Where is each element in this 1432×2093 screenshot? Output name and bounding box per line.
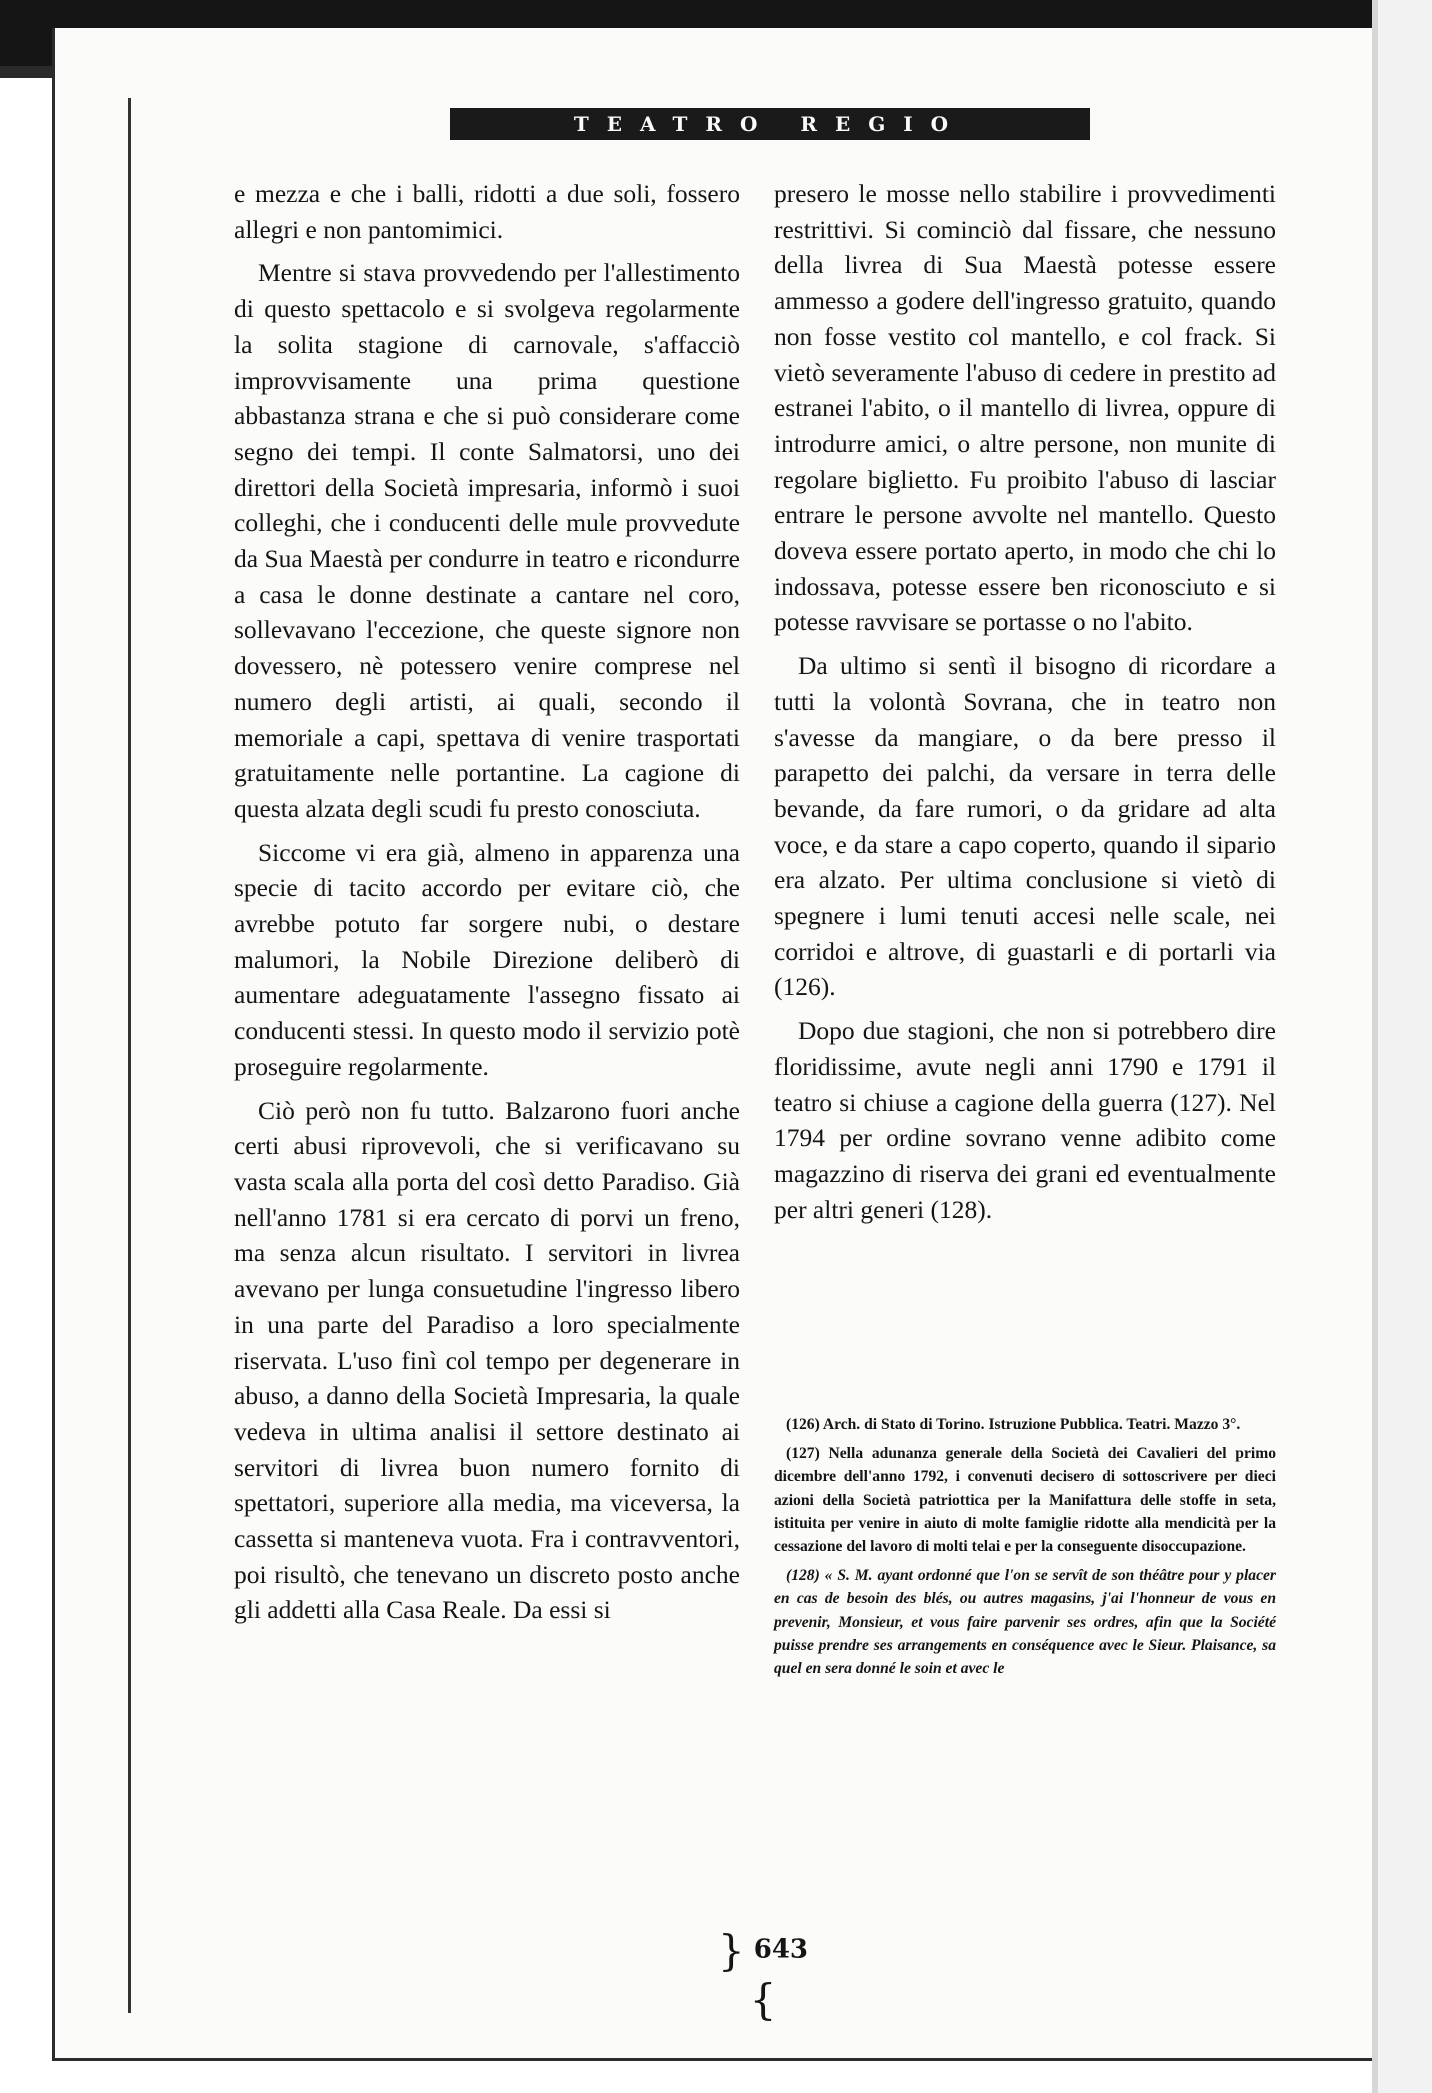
paragraph: Siccome vi era già, almeno in apparenza una specie di tacito accordo per evitare ciò, che avrebbe potuto far sorgere nubi, o destare malumori, la Nobile Direzione deliberò di aumentare adeguatamente l'assegno fissato ai conducenti stessi. In questo modo il servizio potè proseguire regolarmente. [234, 837, 740, 1081]
right-column [774, 176, 1276, 1227]
footnote-127: (127) Nella adunanza generale della Società dei Cavalieri del primo dicembre dell'anno 1792, i convenuti decisero di sottoscrivere per dieci azioni della Società patriottica per la Manifattura delle stoffe in seta, istituita per venire in aiuto di molte famiglie ridotte alla mendicità per la cessazione del lavoro di molti telai e per la conseguente disoccupazione. [774, 1445, 1276, 1556]
page-edge-shadow [1372, 0, 1432, 2093]
footnote-126: (126) Arch. di Stato di Torino. Istruzione Pubblica. Teatri. Mazzo 3°. [786, 1416, 1241, 1433]
running-head: TEATRO REGIO [450, 108, 1090, 140]
paragraph: Ciò però non fu tutto. Balzarono fuori anche certi abusi riprovevoli, che si verificavano su vasta scala alla porta del così detto Paradiso. Già nell'anno 1781 si era cercato di porvi un freno, ma senza alcun risultato. I servitori in livrea avevano per lunga consuetudine l'ingresso libero in una parte del Paradiso a loro specialmente riservata. L'uso finì col tempo per degenerare in abuso, a danno della Società Impresaria, la quale vedeva in ultima analisi il settore destinato ai servitori di livrea buon numero fornito di spettatori, superiore alla media, ma viceversa, la cassetta si manteneva vuota. Fra i contravventori, poi risultò, che tenevano un discreto posto anche gli addetti alla Casa Reale. Da essi si [234, 1095, 740, 1625]
footnote-128: (128) « S. M. ayant ordonné que l'on se servît de son théâtre pour y placer en cas de besoin des blés, ou autres magasins, j'ai l'honneur de vous en prevenir, Monsieur, et vous faire parvenir ses ordres, afin que la Société puisse prendre ses arrangements en conséquence avec le Sieur. Plaisance, sa quel en sera donné le soin et avec le [774, 1567, 1276, 1678]
paragraph: Da ultimo si sentì il bisogno di ricordare a tutti la volontà Sovrana, che in teatro non s'avesse da mangiare, o da bere presso il parapetto dei palchi, da versare in terra delle bevande, da fare rumori, o da gridare ad alta voce, e da stare a capo coperto, quando il sipario era alzato. Per ultima conclusione si vietò di spegnere i lumi tenuti accesi nelle scale, nei corridoi e altrove, di guastarli e di portarli via (126). [774, 651, 1276, 1002]
left-column [234, 176, 740, 1628]
paragraph: Mentre si stava provvedendo per l'allestimento di questo spettacolo e si svolgeva regolarmente la solita stagione di carnovale, s'affacciò improvvisamente una prima questione abbastanza strana e che si può considerare come segno dei tempi. Il conte Salmatorsi, uno dei direttori della Società impresaria, informò i suoi colleghi, che i conducenti delle mule provvedute da Sua Maestà per condurre in teatro e ricondurre a casa le donne destinate a cantare nel coro, sollevavano l'eccezione, che queste signore non dovessero, nè potessero venire comprese nel numero degli artisti, ai quali, secondo il memoriale a capi, spettava di venire trasportati gratuitamente nelle portantine. La cagione di questa alzata degli scudi fu presto conosciuta. [234, 258, 740, 823]
right-ornament-icon: { [749, 1975, 777, 2024]
paragraph: presero le mosse nello stabilire i provvedimenti restrittivi. Si cominciò dal fissare, che nessuno della livrea di Sua Maestà potesse essere ammesso a godere dell'ingresso gratuito, quando non fosse vestito col mantello, e col frack. Si vietò severamente l'abuso di cedere in prestito ad estranei l'abito, o il mantello di livrea, oppure di introdurre amici, o altre persone, non munite di regolare biglietto. Fu proibito l'abuso di lasciar entrare le persone avvolte nel mantello. Questo doveva essere portato aperto, in modo che chi lo indossava, potesse essere ben riconosciuto e si potesse ravvisare se portasse o no l'abito. [774, 179, 1276, 637]
footnotes [774, 1413, 1276, 1686]
page-number-value: 643 [753, 1934, 809, 1965]
page-number [708, 1926, 818, 2024]
left-ornament-icon: } [717, 1926, 745, 1975]
page-margin-rule [128, 98, 131, 2013]
paragraph: e mezza e che i balli, ridotti a due soli, fossero allegri e non pantomimici. [234, 179, 740, 244]
paragraph: Dopo due stagioni, che non si potrebbero dire floridissime, avute negli anni 1790 e 1791 il teatro si chiuse a cagione della guerra (127). Nel 1794 per ordine sovrano venne adibito come magazzino di riserva dei grani ed eventualmente per altri generi (128). [774, 1016, 1276, 1224]
